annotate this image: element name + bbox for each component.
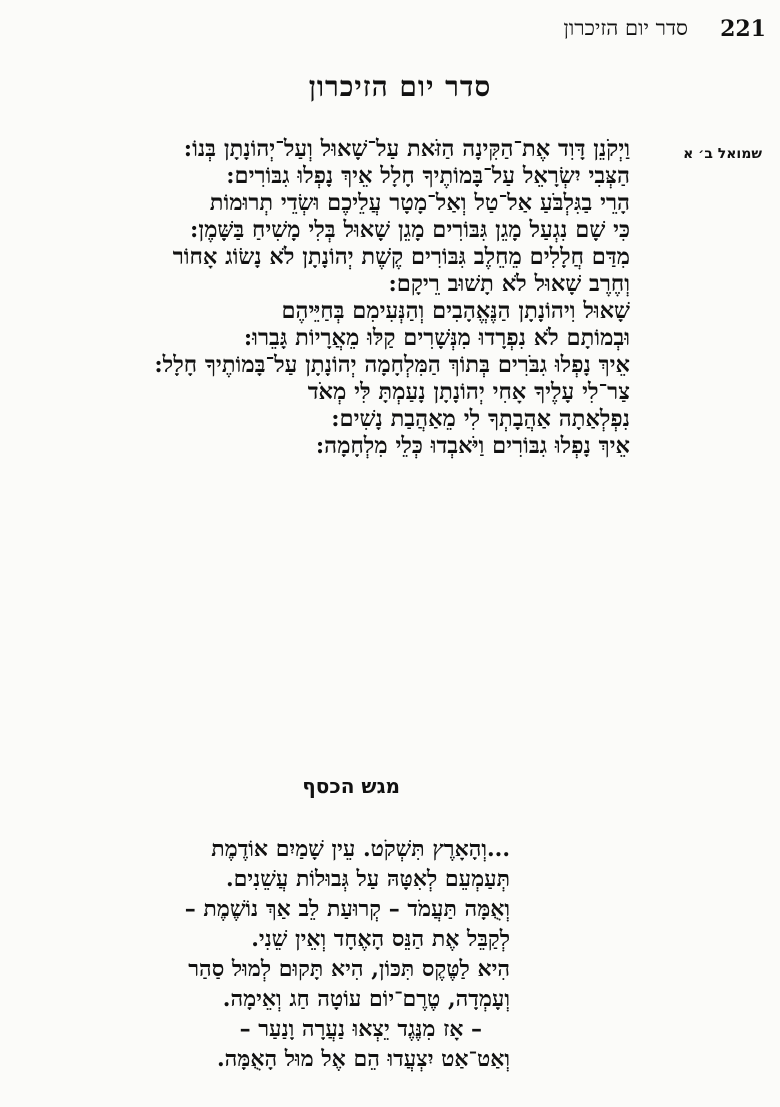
- lament-line: צַר־לִי עָלֶיךָ אָחִי יְהוֹנָתָן נָעַמְתָּ לִּי מְאֹד: [307, 379, 630, 405]
- lament-line: מִדַּם חֲלָלִים מֵחֵלֶב גִּבּוֹרִים קֶשֶׁת יְהוֹנָתָן לֹא נָשׂוֹג אָחוֹר: [172, 244, 630, 270]
- page-title: סדר יום הזיכרון: [308, 70, 492, 103]
- poem-line: – אָז מִנֶּגֶד יֵצְאוּ נַעֲרָה וָנַעַר –: [239, 1016, 482, 1042]
- poem-line: תְּעַמְעֵם לְאִטָּהּ עַל גְּבוּלוֹת עֲשֵׁנִים.: [226, 866, 510, 892]
- poem-title: מגש הכסף: [302, 774, 400, 798]
- running-title: סדר יום הזיכרון: [563, 16, 688, 40]
- poem-line: וְאַט־אַט יִצְעֲדוּ הֵם אֶל מוּל הָאֻמָּה.: [216, 1046, 510, 1072]
- lament-line: שָׁאוּל וִיהוֹנָתָן הַנֶּאֱהָבִים וְהַנְּעִימִם בְּחַיֵּיהֶם: [281, 298, 630, 324]
- poem-line: וְאֻמָּה תַּעֲמֹד – קְרוּעַת לֵב אַךְ נוֹשֶׁמֶת –: [184, 896, 510, 922]
- lament-text: [10, 136, 630, 460]
- lament-line: הָרֵי בַגִּלְבֹּעַ אַל־טַל וְאַל־מָטָר עֲלֵיכֶם וּשְׂדֵי תְרוּמוֹת: [209, 190, 630, 216]
- lament-line: אֵיךְ נָפְלוּ גִבּוֹרִים וַיֹּאבְדוּ כְּלֵי מִלְחָמָה:: [315, 433, 630, 459]
- lament-line: אֵיךְ נָפְלוּ גִבֹּרִים בְּתוֹךְ הַמִּלְחָמָה יְהוֹנָתָן עַל־בָּמוֹתֶיךָ חָלָל:: [154, 352, 630, 378]
- page-header: [0, 12, 780, 46]
- poem-line: וְעָמְדָה, טֶרֶם־יוֹם עוֹטָה חַג וְאֵימָה.: [222, 986, 510, 1012]
- lament-line: כִּי שָׁם נִגְעַל מָגֵן גִּבּוֹרִים מָגֵן שָׁאוּל בְּלִי מָשִׁיחַ בַּשָּׁמֶן:: [190, 217, 630, 243]
- lament-line: וְחֶרֶב שָׁאוּל לֹא תָשׁוּב רֵיקָם:: [388, 271, 630, 297]
- page-number: 221: [720, 16, 766, 42]
- lament-line: וּבְמוֹתָם לֹא נִפְרָדוּ מִנְּשָׁרִים קַלּוּ מֵאֲרָיוֹת גָּבֵרוּ:: [243, 325, 630, 351]
- source-reference: שמואל ב׳ א: [683, 146, 762, 162]
- lament-line: וַיְקֹנֵן דָּוִד אֶת־הַקִּינָה הַזֹּאת עַל־שָׁאוּל וְעַל־יְהוֹנָתָן בְּנוֹ:: [183, 136, 630, 162]
- poem-line: לְקַבֵּל אֶת הַנֵּס הָאֶחָד וְאֵין שֵׁנִי.: [251, 926, 510, 952]
- poem-text: [10, 834, 510, 1074]
- lament-line: הַצְּבִי יִשְׂרָאֵל עַל־בָּמוֹתֶיךָ חָלָל אֵיךְ נָפְלוּ גִבּוֹרִים:: [226, 163, 630, 189]
- poem-line: ...וְהָאָרֶץ תִּשְׁקֹט. עֵין שָׁמַיִם אוֹדֶמֶת: [211, 836, 510, 862]
- poem-line: הִיא לַטֶּקֶס תִּכּוֹן, הִיא תָּקוּם לְמוּל סַהַר: [188, 956, 510, 982]
- lament-line: נִפְלְאַתָה אַהֲבָתְךָ לִי מֵאַהֲבַת נָשִׁים:: [331, 406, 630, 432]
